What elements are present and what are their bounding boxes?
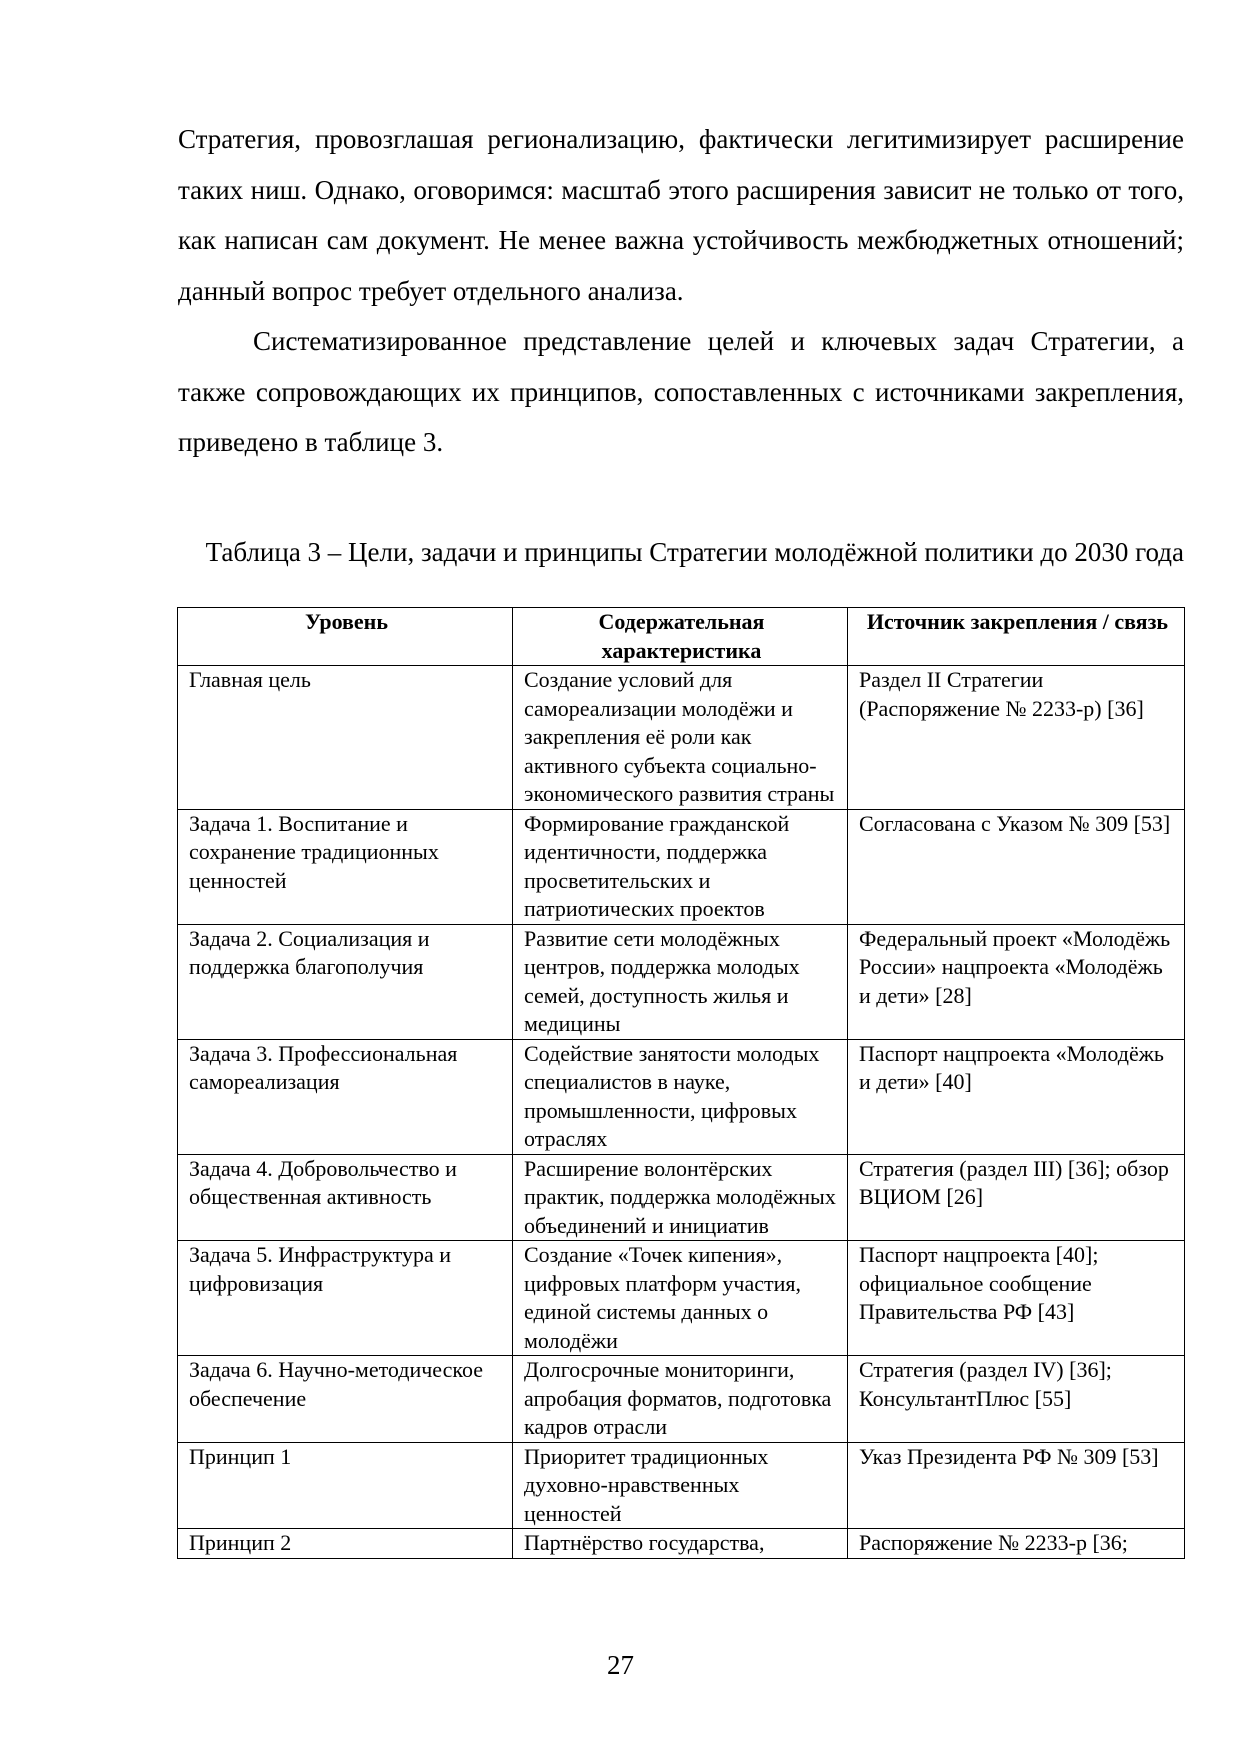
table-cell-source: Паспорт нацпроекта [40]; официальное сообщение Правительства РФ [43]: [848, 1241, 1185, 1356]
goals-table: [177, 607, 1185, 1559]
table-row: [178, 1039, 1185, 1154]
column-header: Источник закрепления / связь: [848, 608, 1185, 666]
table-cell-level: Задача 1. Воспитание и сохранение традиционных ценностей: [178, 809, 513, 924]
table-cell-source: Согласована с Указом № 309 [53]: [848, 809, 1185, 924]
table-row: [178, 1442, 1185, 1529]
table-cell-level: Принцип 2: [178, 1529, 513, 1559]
table-cell-description: Формирование гражданской идентичности, поддержка просветительских и патриотических проектов: [513, 809, 848, 924]
table-row: [178, 1241, 1185, 1356]
table-cell-level: Задача 3. Профессиональная самореализация: [178, 1039, 513, 1154]
column-header: Содержательная характеристика: [513, 608, 848, 666]
table-caption: Таблица 3 – Цели, задачи и принципы Стратегии молодёжной политики до 2030 года: [205, 537, 1184, 567]
paragraph: Систематизированное представление целей и ключевых задач Стратегии, а также сопровождающих их принципов, сопоставленных с источниками закрепления, приведено в таблице 3.: [178, 326, 1184, 457]
table-cell-description: Партнёрство государства,: [513, 1529, 848, 1559]
body-text: [178, 114, 1184, 468]
table-cell-description: Создание условий для самореализации молодёжи и закрепления её роли как активного субъекта социально-экономического развития страны: [513, 666, 848, 810]
table-row: [178, 1356, 1185, 1443]
table-cell-level: Задача 5. Инфраструктура и цифровизация: [178, 1241, 513, 1356]
table-cell-description: Развитие сети молодёжных центров, поддержка молодых семей, доступность жилья и медицины: [513, 924, 848, 1039]
table-header-row: [178, 608, 1185, 666]
table-cell-source: Стратегия (раздел III) [36]; обзор ВЦИОМ [26]: [848, 1154, 1185, 1241]
table-row: [178, 924, 1185, 1039]
table-cell-source: Раздел II Стратегии (Распоряжение № 2233-р) [36]: [848, 666, 1185, 810]
table-cell-level: Задача 6. Научно-методическое обеспечение: [178, 1356, 513, 1443]
table-row: [178, 666, 1185, 810]
table-row: [178, 809, 1185, 924]
table-row: [178, 1529, 1185, 1559]
table-cell-description: Приоритет традиционных духовно-нравственных ценностей: [513, 1442, 848, 1529]
table-cell-source: Указ Президента РФ № 309 [53]: [848, 1442, 1185, 1529]
table-cell-source: Распоряжение № 2233-р [36;: [848, 1529, 1185, 1559]
table-cell-level: Задача 2. Социализация и поддержка благополучия: [178, 924, 513, 1039]
table-cell-description: Долгосрочные мониторинги, апробация форматов, подготовка кадров отрасли: [513, 1356, 848, 1443]
table-cell-description: Расширение волонтёрских практик, поддержка молодёжных объединений и инициатив: [513, 1154, 848, 1241]
table-cell-level: Принцип 1: [178, 1442, 513, 1529]
page-number: 27: [607, 1650, 634, 1680]
table-cell-level: Задача 4. Добровольчество и общественная активность: [178, 1154, 513, 1241]
column-header: Уровень: [178, 608, 513, 666]
table-cell-source: Стратегия (раздел IV) [36]; КонсультантПлюс [55]: [848, 1356, 1185, 1443]
table-row: [178, 1154, 1185, 1241]
table-cell-source: Паспорт нацпроекта «Молодёжь и дети» [40]: [848, 1039, 1185, 1154]
table-cell-level: Главная цель: [178, 666, 513, 810]
paragraph: Стратегия, провозглашая регионализацию, фактически легитимизирует расширение таких ниш. Однако, оговоримся: масштаб этого расширения зависит не только от того, как написан сам документ. Не менее важна устойчивость межбюджетных отношений; данный вопрос требует отдельного анализа.: [178, 124, 1184, 306]
table-cell-description: Создание «Точек кипения», цифровых платформ участия, единой системы данных о молодёжи: [513, 1241, 848, 1356]
table-cell-source: Федеральный проект «Молодёжь России» нацпроекта «Молодёжь и дети» [28]: [848, 924, 1185, 1039]
table-cell-description: Содействие занятости молодых специалистов в науке, промышленности, цифровых отраслях: [513, 1039, 848, 1154]
